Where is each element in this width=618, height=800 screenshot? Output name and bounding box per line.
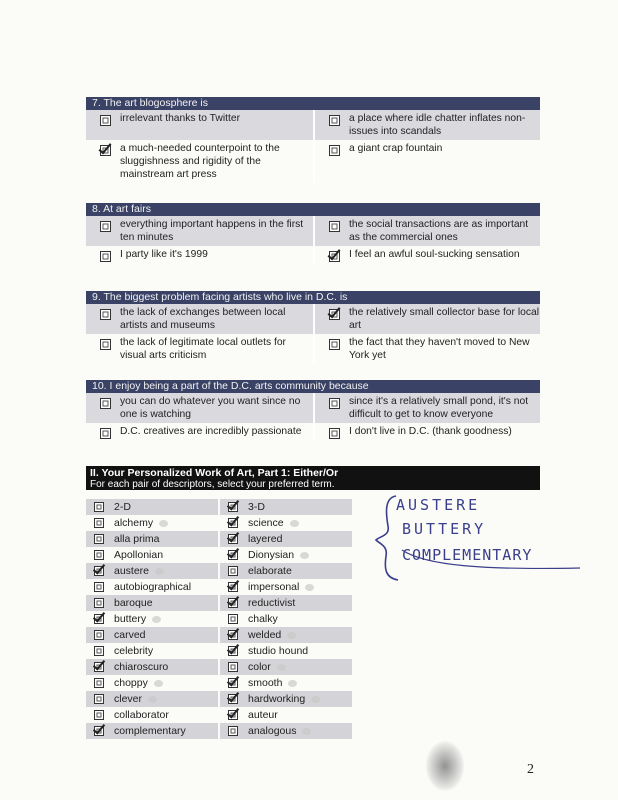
answer-option[interactable]	[86, 140, 313, 183]
answer-row	[86, 423, 540, 441]
descriptor-option[interactable]	[220, 515, 352, 531]
checkbox[interactable]	[100, 398, 111, 409]
answer-text: a much-needed counterpoint to the sluggishness and rigidity of the mainstream art press	[120, 143, 280, 180]
checkbox[interactable]	[94, 566, 104, 576]
answer-text: a giant crap fountain	[349, 143, 443, 154]
descriptor-pair-row	[86, 643, 352, 659]
descriptor-label: smooth	[248, 677, 283, 689]
descriptor-option[interactable]	[220, 547, 352, 563]
answer-option[interactable]	[86, 246, 313, 264]
descriptor-option[interactable]	[220, 675, 352, 691]
descriptor-option[interactable]	[220, 579, 352, 595]
erasure-mark	[159, 520, 168, 527]
answer-text: D.C. creatives are incredibly passionate	[120, 426, 302, 437]
descriptor-label: alchemy	[114, 517, 154, 529]
checkbox[interactable]	[228, 598, 238, 608]
answer-text: I party like it's 1999	[120, 249, 208, 260]
checkbox[interactable]	[228, 614, 238, 624]
erasure-mark	[311, 696, 320, 703]
checkbox[interactable]	[94, 646, 104, 656]
answer-text: you can do whatever you want since no one is watching	[120, 396, 301, 420]
descriptor-label: 2-D	[114, 501, 131, 513]
checkbox[interactable]	[94, 630, 104, 640]
answer-text: the lack of legitimate local outlets for visual arts criticism	[120, 337, 286, 361]
checkbox[interactable]	[94, 534, 104, 544]
checkbox[interactable]	[228, 502, 238, 512]
handwritten-note	[366, 492, 586, 582]
descriptor-label: layered	[248, 533, 283, 545]
checkbox[interactable]	[228, 694, 238, 704]
descriptor-label: auteur	[248, 709, 278, 721]
descriptor-option[interactable]	[220, 563, 352, 579]
descriptor-label: collaborator	[114, 709, 169, 721]
checkbox[interactable]	[100, 115, 111, 126]
descriptor-option[interactable]	[86, 499, 218, 515]
answer-option[interactable]	[86, 216, 313, 246]
descriptor-option[interactable]	[220, 595, 352, 611]
answer-text: a place where idle chatter inflates non-issues into scandals	[349, 113, 526, 137]
descriptor-option[interactable]	[86, 659, 218, 675]
answer-text: I feel an awful soul-sucking sensation	[349, 249, 520, 260]
answer-row	[86, 216, 540, 246]
answer-option[interactable]	[86, 304, 313, 334]
descriptor-pair-row	[86, 547, 352, 563]
descriptor-label: color	[248, 661, 271, 673]
checkbox[interactable]	[329, 398, 340, 409]
descriptor-label: celebrity	[114, 645, 154, 657]
descriptor-option[interactable]	[220, 659, 352, 675]
descriptor-option[interactable]	[220, 499, 352, 515]
question-title: 10. I enjoy being a part of the D.C. arts community because	[86, 380, 540, 393]
checkbox[interactable]	[228, 646, 238, 656]
checkbox[interactable]	[94, 614, 104, 624]
descriptor-pair-row	[86, 515, 352, 531]
descriptor-label: buttery	[114, 613, 147, 625]
checkbox[interactable]	[94, 726, 104, 736]
descriptor-option[interactable]	[86, 627, 218, 643]
descriptor-pair-row	[86, 659, 352, 675]
checkbox[interactable]	[329, 309, 340, 320]
checkbox[interactable]	[228, 550, 238, 560]
descriptor-pair-row	[86, 723, 352, 739]
checkbox[interactable]	[94, 710, 104, 720]
descriptor-pair-row	[86, 675, 352, 691]
descriptor-pair-row	[86, 531, 352, 547]
descriptor-option[interactable]	[220, 691, 352, 707]
erasure-mark	[302, 728, 311, 735]
answer-text: the social transactions are as important as the commercial ones	[349, 219, 529, 243]
descriptor-option[interactable]	[86, 579, 218, 595]
question-title: 8. At art fairs	[86, 203, 540, 216]
checkbox[interactable]	[228, 710, 238, 720]
answer-text: everything important happens in the first ten minutes	[120, 219, 304, 243]
checkbox[interactable]	[94, 694, 104, 704]
descriptor-option[interactable]	[86, 675, 218, 691]
descriptor-pair-row	[86, 595, 352, 611]
checkbox[interactable]	[100, 339, 111, 350]
answer-option[interactable]	[86, 334, 313, 364]
checkbox[interactable]	[94, 550, 104, 560]
descriptor-label: baroque	[114, 597, 153, 609]
answer-option[interactable]	[313, 140, 540, 183]
answer-row	[86, 304, 540, 334]
descriptor-option[interactable]	[220, 627, 352, 643]
descriptor-label: complementary	[114, 725, 186, 737]
part2-header	[86, 466, 540, 490]
answer-text: the relatively small collector base for local art	[349, 307, 539, 331]
descriptor-label: reductivist	[248, 597, 296, 609]
either-or-grid	[86, 499, 352, 739]
descriptor-label: studio hound	[248, 645, 309, 657]
descriptor-label: chalky	[248, 613, 278, 625]
answer-option[interactable]	[313, 393, 540, 423]
erasure-mark	[287, 632, 296, 639]
answer-row	[86, 140, 540, 183]
answer-option[interactable]	[313, 216, 540, 246]
checkbox[interactable]	[329, 221, 340, 232]
descriptor-label: Dionysian	[248, 549, 295, 561]
erasure-mark	[152, 616, 161, 623]
answer-text: the fact that they haven't moved to New York yet	[349, 337, 530, 361]
answer-option[interactable]	[313, 304, 540, 334]
checkbox[interactable]	[100, 145, 111, 156]
descriptor-option[interactable]	[86, 611, 218, 627]
checkbox[interactable]	[100, 428, 111, 439]
answer-row	[86, 246, 540, 264]
descriptor-label: alla prima	[114, 533, 160, 545]
descriptor-pair-row	[86, 627, 352, 643]
descriptor-option[interactable]	[86, 643, 218, 659]
question-block	[86, 291, 540, 364]
descriptor-label: choppy	[114, 677, 148, 689]
descriptor-label: hardworking	[248, 693, 306, 705]
descriptor-pair-row	[86, 563, 352, 579]
descriptor-option[interactable]	[220, 723, 352, 739]
checkbox[interactable]	[94, 662, 104, 672]
descriptor-label: elaborate	[248, 565, 292, 577]
question-title: 9. The biggest problem facing artists who live in D.C. is	[86, 291, 540, 304]
handwritten-word-2: BUTTERY	[402, 520, 487, 538]
answer-option[interactable]	[313, 334, 540, 364]
descriptor-label: autobiographical	[114, 581, 192, 593]
descriptor-label: carved	[114, 629, 146, 641]
erasure-mark	[148, 696, 157, 703]
handwritten-word-3: COMPLEMENTARY	[402, 546, 533, 564]
answer-row	[86, 110, 540, 140]
answer-option[interactable]	[313, 110, 540, 140]
checkbox[interactable]	[94, 502, 104, 512]
descriptor-option[interactable]	[86, 531, 218, 547]
descriptor-pair-row	[86, 579, 352, 595]
checkbox[interactable]	[228, 678, 238, 688]
checkbox[interactable]	[100, 309, 111, 320]
descriptor-label: analogous	[248, 725, 297, 737]
checkbox[interactable]	[94, 582, 104, 592]
descriptor-option[interactable]	[220, 611, 352, 627]
checkbox[interactable]	[94, 598, 104, 608]
question-block	[86, 97, 540, 183]
checkbox[interactable]	[329, 251, 340, 262]
descriptor-option[interactable]	[86, 595, 218, 611]
checkbox[interactable]	[329, 145, 340, 156]
answer-text: irrelevant thanks to Twitter	[120, 113, 240, 124]
checkbox[interactable]	[94, 678, 104, 688]
checkbox[interactable]	[228, 582, 238, 592]
answer-text: the lack of exchanges between local artists and museums	[120, 307, 286, 331]
descriptor-label: science	[248, 517, 284, 529]
part2-subtitle: For each pair of descriptors, select your preferred term.	[90, 479, 335, 490]
checkbox[interactable]	[100, 221, 111, 232]
descriptor-option[interactable]	[86, 547, 218, 563]
page-number: 2	[527, 762, 534, 777]
descriptor-pair-row	[86, 691, 352, 707]
answer-option[interactable]	[313, 423, 540, 441]
erasure-mark	[155, 568, 164, 575]
descriptor-option[interactable]	[220, 707, 352, 723]
question-title: 7. The art blogosphere is	[86, 97, 540, 110]
descriptor-pair-row	[86, 707, 352, 723]
descriptor-pair-row	[86, 499, 352, 515]
checkbox[interactable]	[228, 518, 238, 528]
checkbox[interactable]	[100, 251, 111, 262]
erasure-mark	[300, 552, 309, 559]
checkbox[interactable]	[228, 534, 238, 544]
ink-smudge	[425, 740, 465, 792]
checkbox[interactable]	[94, 518, 104, 528]
descriptor-option[interactable]	[86, 691, 218, 707]
descriptor-label: austere	[114, 565, 150, 577]
descriptor-option[interactable]	[86, 707, 218, 723]
answer-option[interactable]	[86, 110, 313, 140]
descriptor-label: clever	[114, 693, 143, 705]
question-block	[86, 380, 540, 441]
descriptor-option[interactable]	[86, 723, 218, 739]
descriptor-pair-row	[86, 611, 352, 627]
answer-row	[86, 393, 540, 423]
answer-text: I don't live in D.C. (thank goodness)	[349, 426, 512, 437]
answer-option[interactable]	[86, 423, 313, 441]
erasure-mark	[288, 680, 297, 687]
descriptor-option[interactable]	[220, 643, 352, 659]
descriptor-label: welded	[248, 629, 282, 641]
answer-option[interactable]	[86, 393, 313, 423]
checkbox[interactable]	[228, 726, 238, 736]
checkbox[interactable]	[228, 630, 238, 640]
erasure-mark	[290, 520, 299, 527]
answer-option[interactable]	[313, 246, 540, 264]
descriptor-option[interactable]	[86, 563, 218, 579]
descriptor-label: chiaroscuro	[114, 661, 169, 673]
checkbox[interactable]	[329, 339, 340, 350]
erasure-mark	[154, 680, 163, 687]
part2-title: II. Your Personalized Work of Art, Part 1: Either/Or	[90, 467, 339, 479]
checkbox[interactable]	[329, 428, 340, 439]
checkbox[interactable]	[228, 566, 238, 576]
erasure-mark	[305, 584, 314, 591]
question-block	[86, 203, 540, 264]
erasure-mark	[277, 664, 286, 671]
descriptor-label: impersonal	[248, 581, 300, 593]
descriptor-label: 3-D	[248, 501, 265, 513]
descriptor-option[interactable]	[86, 515, 218, 531]
answer-text: since it's a relatively small pond, it's not difficult to get to know everyone	[349, 396, 529, 420]
answer-row	[86, 334, 540, 364]
handwritten-word-1: AUSTERE	[396, 496, 481, 514]
descriptor-option[interactable]	[220, 531, 352, 547]
checkbox[interactable]	[228, 662, 238, 672]
checkbox[interactable]	[329, 115, 340, 126]
descriptor-label: Apollonian	[114, 549, 164, 561]
